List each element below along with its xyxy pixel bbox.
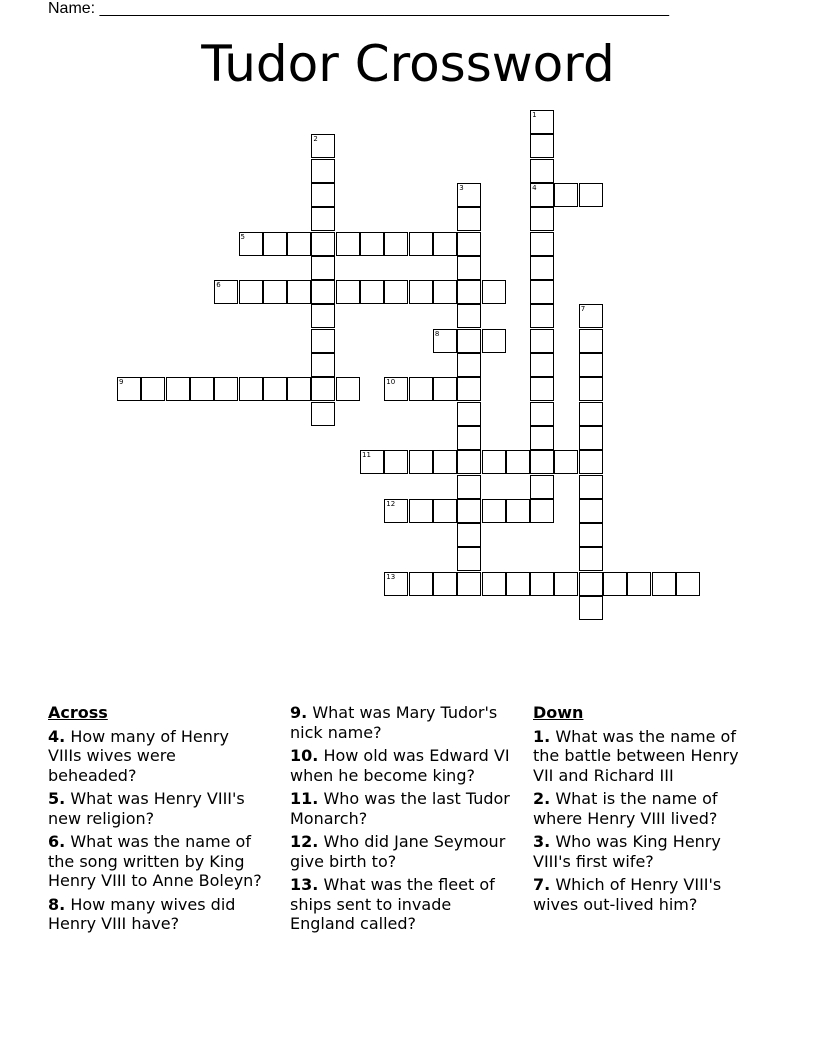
grid-cell[interactable]: [239, 280, 263, 304]
grid-cell[interactable]: [457, 402, 481, 426]
grid-cell[interactable]: [530, 450, 554, 474]
grid-cell[interactable]: [530, 280, 554, 304]
grid-cell[interactable]: [530, 402, 554, 426]
clue-down-7: 7. Which of Henry VIII's wives out-lived him?: [533, 875, 722, 914]
grid-cell[interactable]: [409, 377, 433, 401]
grid-cell[interactable]: [652, 572, 676, 596]
down-heading: Down: [533, 703, 584, 722]
grid-cell[interactable]: [433, 572, 457, 596]
grid-cell[interactable]: [433, 450, 457, 474]
grid-cell[interactable]: [457, 304, 481, 328]
grid-cell[interactable]: [676, 572, 700, 596]
grid-cell[interactable]: [579, 304, 603, 328]
clue-number: 4: [532, 183, 537, 192]
clue-number: 11: [362, 451, 371, 460]
grid-cell[interactable]: [482, 499, 506, 523]
grid-cell[interactable]: [457, 523, 481, 547]
grid-cell[interactable]: [141, 377, 165, 401]
grid-cell[interactable]: [530, 232, 554, 256]
grid-cell[interactable]: [530, 353, 554, 377]
grid-cell[interactable]: [506, 499, 530, 523]
grid-cell[interactable]: [579, 523, 603, 547]
grid-cell[interactable]: [482, 572, 506, 596]
grid-cell[interactable]: [336, 280, 360, 304]
grid-cell[interactable]: [530, 499, 554, 523]
grid-cell[interactable]: [384, 572, 408, 596]
grid-cell[interactable]: [409, 280, 433, 304]
grid-cell[interactable]: [530, 159, 554, 183]
grid-cell[interactable]: [311, 134, 335, 158]
grid-cell[interactable]: [530, 183, 554, 207]
grid-cell[interactable]: [311, 159, 335, 183]
clue-number: 12: [386, 499, 396, 508]
grid-cell[interactable]: [433, 280, 457, 304]
grid-cell[interactable]: [530, 572, 554, 596]
clue-number: 10: [386, 378, 396, 387]
grid-cell[interactable]: [433, 377, 457, 401]
grid-cell[interactable]: [409, 499, 433, 523]
grid-cell[interactable]: [530, 256, 554, 280]
grid-cell[interactable]: [311, 256, 335, 280]
grid-cell[interactable]: [384, 280, 408, 304]
grid-cell[interactable]: [384, 232, 408, 256]
grid-cell[interactable]: [482, 450, 506, 474]
grid-cell[interactable]: [530, 207, 554, 231]
grid-cell[interactable]: [311, 232, 335, 256]
grid-cell[interactable]: [579, 329, 603, 353]
grid-cell[interactable]: [433, 232, 457, 256]
grid-cell[interactable]: [457, 572, 481, 596]
grid-cell[interactable]: [457, 499, 481, 523]
grid-cell[interactable]: [190, 377, 214, 401]
clue-across-12: 12. Who did Jane Seymour give birth to?: [290, 832, 506, 871]
grid-cell[interactable]: [627, 572, 651, 596]
grid-cell[interactable]: [579, 450, 603, 474]
grid-cell[interactable]: [384, 499, 408, 523]
grid-cell[interactable]: [311, 402, 335, 426]
clue-down-3: 3. Who was King Henry VIII's first wife?: [533, 832, 721, 871]
grid-cell[interactable]: [579, 596, 603, 620]
grid-cell[interactable]: [360, 450, 384, 474]
grid-cell[interactable]: [239, 377, 263, 401]
grid-cell[interactable]: [311, 329, 335, 353]
grid-cell[interactable]: [530, 110, 554, 134]
grid-cell[interactable]: [117, 377, 141, 401]
clue-across-11: 11. Who was the last Tudor Monarch?: [290, 789, 510, 828]
grid-cell[interactable]: [579, 426, 603, 450]
grid-cell[interactable]: [603, 572, 627, 596]
clue-number: 13: [386, 572, 396, 581]
grid-cell[interactable]: [287, 280, 311, 304]
grid-cell[interactable]: [530, 475, 554, 499]
grid-cell[interactable]: [214, 377, 238, 401]
grid-cell[interactable]: [554, 572, 578, 596]
grid-cell[interactable]: [287, 377, 311, 401]
grid-cell[interactable]: [457, 353, 481, 377]
clue-number: 5: [240, 232, 245, 241]
grid-cell[interactable]: [457, 547, 481, 571]
clue-number: 3: [459, 183, 464, 192]
grid-cell[interactable]: [579, 402, 603, 426]
grid-cell[interactable]: [214, 280, 238, 304]
grid-cell[interactable]: [579, 183, 603, 207]
clue-across-13: 13. What was the fleet of ships sent to invade England called?: [290, 875, 495, 933]
grid-cell[interactable]: [579, 353, 603, 377]
grid-cell[interactable]: [433, 499, 457, 523]
clues-column-1: [48, 703, 263, 938]
grid-cell[interactable]: [457, 280, 481, 304]
grid-cell[interactable]: [457, 475, 481, 499]
clue-across-8: 8. How many wives did Henry VIII have?: [48, 894, 236, 933]
clues-column-3: [533, 703, 763, 918]
grid-cell[interactable]: [457, 377, 481, 401]
grid-cell[interactable]: [360, 232, 384, 256]
clue-number: 9: [119, 378, 124, 387]
grid-cell[interactable]: [457, 450, 481, 474]
grid-cell[interactable]: [311, 304, 335, 328]
grid-cell[interactable]: [263, 280, 287, 304]
grid-cell[interactable]: [579, 377, 603, 401]
grid-cell[interactable]: [530, 304, 554, 328]
clue-down-1: 1. What was the name of the battle between Henry VII and Richard III: [533, 726, 739, 785]
name-field[interactable]: Name: ________________________________________________________________: [48, 0, 670, 17]
grid-cell[interactable]: [579, 499, 603, 523]
grid-cell[interactable]: [457, 256, 481, 280]
clue-across-6: 6. What was the name of the song written by King Henry VIII to Anne Boleyn?: [48, 832, 262, 890]
clue-across-10: 10. How old was Edward VI when he become king?: [290, 746, 510, 785]
grid-cell[interactable]: [311, 183, 335, 207]
grid-cell[interactable]: [457, 329, 481, 353]
grid-cell[interactable]: [530, 329, 554, 353]
grid-cell[interactable]: [482, 280, 506, 304]
clue-across-9: 9. What was Mary Tudor's nick name?: [290, 703, 498, 742]
clue-number: 7: [580, 305, 586, 314]
grid-cell[interactable]: [384, 450, 408, 474]
clue-down-2: 2. What is the name of where Henry VIII lived?: [533, 789, 718, 828]
grid-cell[interactable]: [311, 207, 335, 231]
grid-cell[interactable]: [384, 377, 408, 401]
grid-cell[interactable]: [457, 207, 481, 231]
grid-cell[interactable]: [457, 183, 481, 207]
grid-cell[interactable]: [530, 134, 554, 158]
grid-cell[interactable]: [311, 353, 335, 377]
clues-column-2: [290, 703, 520, 938]
grid-cell[interactable]: [554, 450, 578, 474]
grid-cell[interactable]: [263, 377, 287, 401]
grid-cell[interactable]: [433, 329, 457, 353]
grid-cell[interactable]: [311, 280, 335, 304]
grid-cell[interactable]: [579, 475, 603, 499]
grid-cell[interactable]: [579, 572, 603, 596]
grid-cell[interactable]: [579, 547, 603, 571]
page-title: Tudor Crossword: [201, 35, 615, 93]
grid-cell[interactable]: [482, 329, 506, 353]
grid-cell[interactable]: [311, 377, 335, 401]
clue-number: 1: [532, 111, 537, 119]
clue-number: 6: [216, 281, 221, 290]
grid-cell[interactable]: [287, 232, 311, 256]
clue-across-5: 5. What was Henry VIII's new religion?: [48, 789, 245, 828]
grid-cell[interactable]: [360, 280, 384, 304]
grid-cell[interactable]: [409, 232, 433, 256]
grid-cell[interactable]: [554, 183, 578, 207]
grid-cell[interactable]: [409, 572, 433, 596]
grid-cell[interactable]: [263, 232, 287, 256]
grid-cell[interactable]: [336, 232, 360, 256]
across-heading: Across: [48, 703, 108, 722]
grid-cell[interactable]: [530, 426, 554, 450]
grid-cell[interactable]: [530, 377, 554, 401]
grid-cell[interactable]: [336, 377, 360, 401]
grid-cell[interactable]: [506, 450, 530, 474]
grid-cell[interactable]: [457, 426, 481, 450]
grid-cell[interactable]: [166, 377, 190, 401]
clue-number: 2: [313, 135, 318, 144]
clue-number: 8: [434, 329, 440, 338]
grid-cell[interactable]: [506, 572, 530, 596]
grid-cell[interactable]: [239, 232, 263, 256]
grid-cell[interactable]: [409, 450, 433, 474]
clue-across-4: 4. How many of Henry VIIIs wives were beheaded?: [48, 726, 229, 785]
grid-cell[interactable]: [457, 232, 481, 256]
